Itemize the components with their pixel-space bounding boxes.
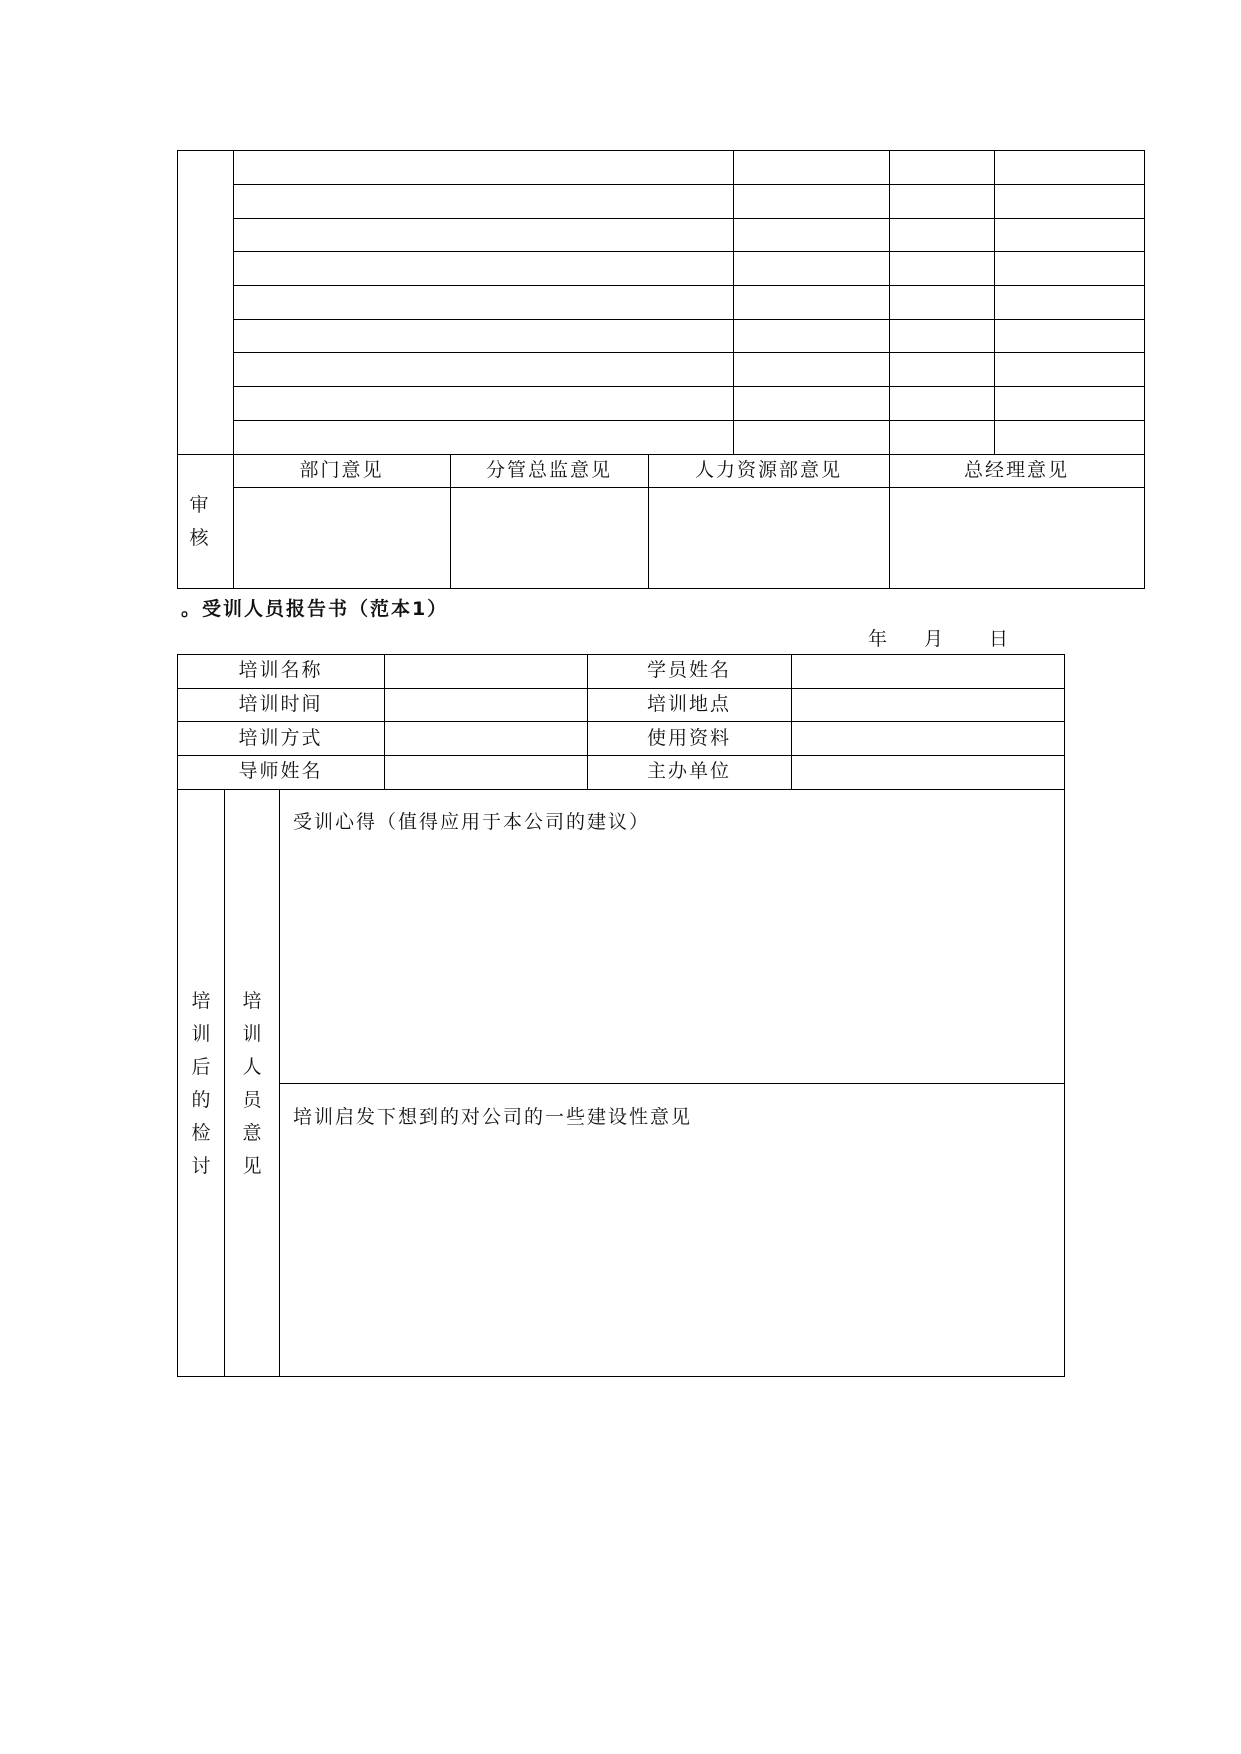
suggestion-field[interactable] bbox=[280, 1135, 1064, 1375]
experience-field[interactable] bbox=[280, 840, 1064, 1082]
report-title: 。受训人员报告书（范本1） bbox=[181, 598, 449, 620]
training-name-field[interactable] bbox=[390, 661, 582, 681]
materials-used-field[interactable] bbox=[797, 729, 1059, 749]
suggestion-prompt: 培训启发下想到的对公司的一些建设性意见 bbox=[293, 1106, 693, 1128]
training-method-label: 培训方式 bbox=[238, 727, 323, 749]
organizer-field[interactable] bbox=[797, 762, 1059, 782]
experience-prompt: 受训心得（值得应用于本公司的建议） bbox=[293, 811, 651, 833]
training-time-label: 培训时间 bbox=[238, 693, 323, 715]
director-opinion-header: 分管总监意见 bbox=[485, 459, 612, 481]
student-name-field[interactable] bbox=[797, 661, 1059, 681]
trainee-opinion-label: 培 训 人 员 意 见 bbox=[242, 990, 262, 1177]
gm-opinion-field[interactable] bbox=[890, 488, 1144, 588]
hr-opinion-header: 人力资源部意见 bbox=[694, 459, 842, 481]
training-location-field[interactable] bbox=[797, 695, 1059, 715]
instructor-name-label: 导师姓名 bbox=[238, 760, 323, 782]
dept-opinion-header: 部门意见 bbox=[299, 459, 384, 481]
organizer-label: 主办单位 bbox=[646, 760, 731, 782]
approval-section-label: 审 核 bbox=[189, 494, 209, 549]
date-month: 月 bbox=[924, 628, 946, 650]
post-training-review-label: 培 训 后 的 检 讨 bbox=[191, 990, 211, 1177]
training-time-field[interactable] bbox=[390, 695, 582, 715]
hr-opinion-field[interactable] bbox=[649, 488, 889, 588]
dept-opinion-field[interactable] bbox=[234, 488, 450, 588]
date-day: 日 bbox=[989, 628, 1011, 650]
gm-opinion-header: 总经理意见 bbox=[963, 459, 1069, 481]
training-location-label: 培训地点 bbox=[646, 693, 731, 715]
student-name-label: 学员姓名 bbox=[646, 659, 731, 681]
director-opinion-field[interactable] bbox=[451, 488, 648, 588]
materials-used-label: 使用资料 bbox=[646, 727, 731, 749]
date-year: 年 bbox=[868, 628, 890, 650]
instructor-name-field[interactable] bbox=[390, 762, 582, 782]
training-name-label: 培训名称 bbox=[238, 659, 323, 681]
training-method-field[interactable] bbox=[390, 729, 582, 749]
